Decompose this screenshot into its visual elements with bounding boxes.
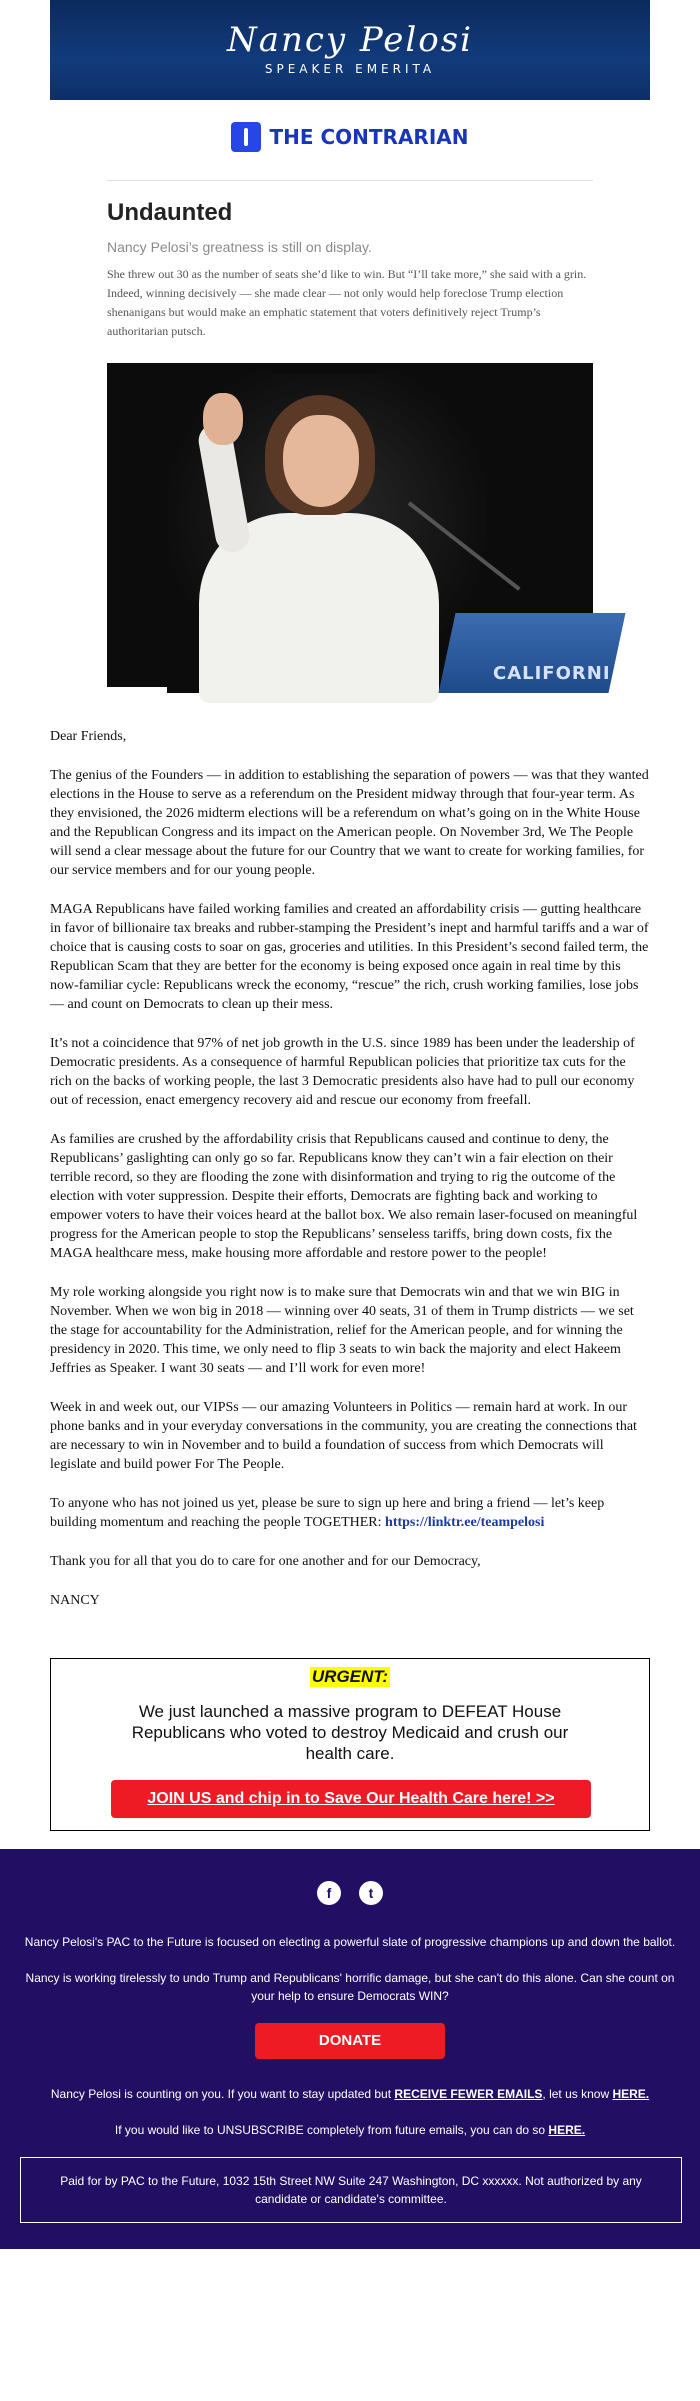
unsubscribe-line — [20, 2121, 680, 2139]
letter-paragraph: As families are crushed by the affordability crisis that Republicans caused and continue to deny, the Republicans’ gaslighting can only go so far. Republicans know they can’t win a fair election on their terrible record, so they are flooding the zone with disinformation and trying to rig the outcome of the election with voter suppression. Despite their efforts, Democrats are fighting back and working to empower voters to have their voices heard at the ballot box. We also remain laser-focused on meaningful progress for the American people to stop the Republicans’ senseless tariffs, bring down costs, fix the MAGA healthcare mess, make housing more affordable and restore power to the people! — [50, 1132, 638, 1261]
receive-fewer-emails-link[interactable]: RECEIVE FEWER EMAILS — [394, 2087, 543, 2101]
donate-button[interactable]: DONATE — [255, 2023, 445, 2059]
signature-logo: Nancy Pelosi — [226, 20, 474, 60]
save-health-care-button[interactable]: JOIN US and chip in to Save Our Health Care here! >> — [111, 1780, 591, 1818]
publication-name: THE CONTRARIAN — [269, 125, 469, 149]
urgent-tag: URGENT: — [311, 1667, 389, 1686]
letter-paragraph: The genius of the Founders — in addition to establishing the separation of powers — was that they wanted elections in the House to serve as a referendum on the President midway through that four-year term. As they envisioned, the 2026 midterm elections will be a referendum on what’s going on in the White House and the Republican Congress and its impact on the American people. On November 3rd, We The People will send a clear message about the future for our Country that we want to create for working families, for our service members and for our young people. — [50, 768, 649, 878]
facebook-icon[interactable]: f — [317, 1881, 341, 1905]
article-preview[interactable] — [107, 181, 593, 341]
urgent-message: We just launched a massive program to DEFEAT House Republicans who voted to destroy Medicaid and crush our health care. — [131, 1702, 569, 1763]
unsubscribe-text: If you would like to UNSUBSCRIBE completely from future emails, you can do so — [114, 2123, 549, 2137]
letter-body — [50, 727, 650, 1610]
letter-paragraph: It’s not a coincidence that 97% of net job growth in the U.S. since 1989 has been under the leadership of Democratic presidents. As a consequence of harmful Republican policies that prioritize tax cuts for the rich on the backs of working people, the last 3 Democratic presidents also have had to pull our economy out of recession, enact emergency recovery aid and rescue our economy from freefall. — [50, 1036, 635, 1108]
article-title: Undaunted — [107, 199, 233, 226]
unsubscribe-link[interactable]: HERE. — [548, 2123, 586, 2137]
publication-brand[interactable] — [0, 100, 700, 180]
photo-figure-face — [283, 415, 359, 507]
salutation: Dear Friends, — [50, 729, 127, 744]
fewer-emails-text: Nancy Pelosi is counting on you. If you want to stay updated but — [50, 2087, 395, 2101]
fewer-emails-line — [20, 2085, 680, 2103]
contrarian-logo-icon — [231, 122, 261, 152]
photo-figure-hand — [203, 393, 243, 445]
footer — [0, 1849, 700, 2249]
letter-paragraph: Thank you for all that you do to care for one another and for our Democracy, — [50, 1554, 481, 1569]
linktree-link[interactable]: https://linktr.ee/teampelosi — [385, 1515, 545, 1530]
fewer-emails-here-link[interactable]: HERE. — [612, 2087, 650, 2101]
header-banner — [50, 0, 650, 100]
paid-for-disclaimer: Paid for by PAC to the Future, 1032 15th Street NW Suite 247 Washington, DC xxxxxx. Not authorized by any candidate or candidate's committee. — [20, 2157, 682, 2223]
podium-text: CALIFORNI — [493, 663, 611, 684]
twitter-icon[interactable]: t — [359, 1881, 383, 1905]
fewer-emails-text: , let us know — [542, 2087, 613, 2101]
letter-paragraph: MAGA Republicans have failed working families and created an affordability crisis — gutting healthcare in favor of billionaire tax breaks and rubber-stamping the President’s inept and harmful tariffs and a war of choice that is causing costs to soar on gas, groceries and utilities. In this President’s second failed term, the Republican Scam that they are better for the economy is being exposed once again in real time by this now-familiar cycle: Republicans wreck the economy, “rescue” the rich, crush working families, lose jobs — and count on Democrats to clean up their mess. — [50, 902, 649, 1012]
article-excerpt: She threw out 30 as the number of seats she’d like to win. But “I’ll take more,” she said with a grin. Indeed, winning decisively — she made clear — not only would help foreclose Trump election shenanigans but would make an emphatic statement that voters definitively reject Trump’s authoritarian putsch. — [107, 267, 587, 338]
letter-paragraph: Week in and week out, our VIPSs — our amazing Volunteers in Politics — remain hard at work. In our phone banks and in your everyday conversations in the community, you are creating the connections that are necessary to win in November and to build a foundation of success from which Democrats will legislate and build power For The People. — [50, 1400, 637, 1472]
footer-line: Nancy is working tirelessly to undo Trump and Republicans' horrific damage, but she can't do this alone. Can she count on your help to ensure Democrats WIN? — [25, 1971, 675, 2003]
footer-line: Nancy Pelosi's PAC to the Future is focused on electing a powerful slate of progressive champions up and down the ballot. — [24, 1935, 676, 1949]
signoff: NANCY — [50, 1593, 100, 1608]
article-subtitle: Nancy Pelosi’s greatness is still on display. — [107, 239, 372, 255]
letter-paragraph-text: To anyone who has not joined us yet, please be sure to sign up here and bring a friend — let’s keep building momentum and reaching the people TOGETHER: — [50, 1496, 605, 1530]
letter-paragraph: My role working alongside you right now is to make sure that Democrats win and that we win BIG in November. When we won big in 2018 — winning over 40 seats, 31 of them in Trump districts — we set the stage for accountability for the Administration, relief for the American people, and for winning the presidency in 2020. This time, we only need to flip 3 seats to win back the majority and elect Hakeem Jeffries as Speaker. I want 30 seats — and I’ll work for even more! — [50, 1285, 634, 1376]
letter-paragraph — [50, 1494, 650, 1532]
header-subtitle: SPEAKER EMERITA — [264, 62, 436, 76]
article-photo[interactable] — [107, 363, 611, 687]
social-links — [20, 1881, 680, 1905]
urgent-box — [50, 1658, 650, 1831]
